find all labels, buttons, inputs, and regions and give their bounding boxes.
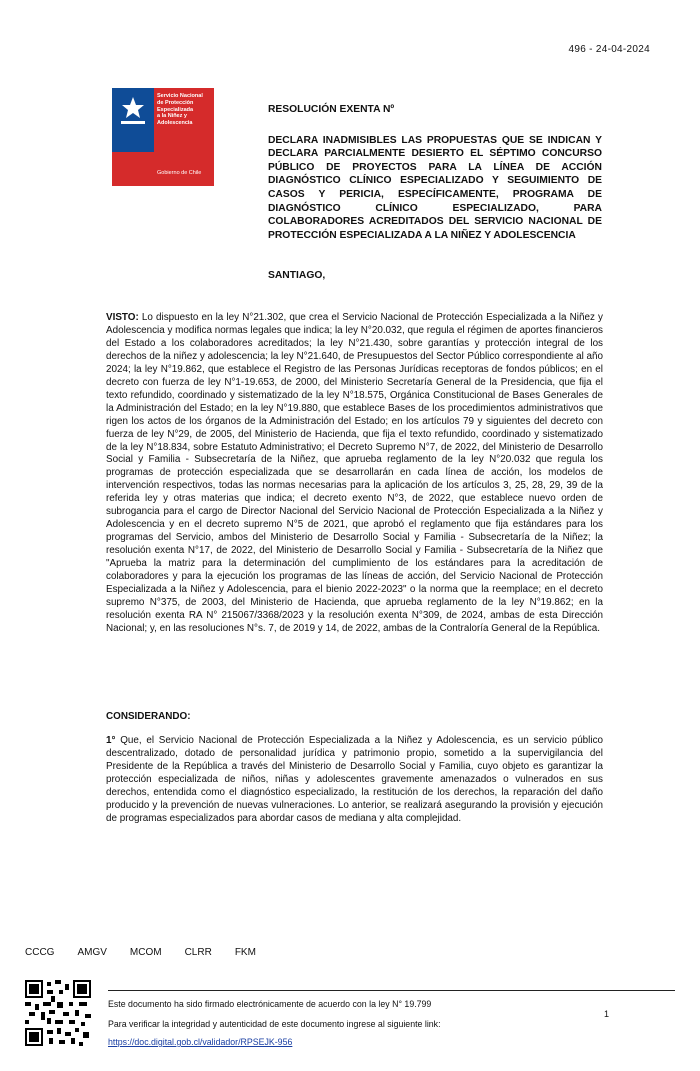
signature-notice: Este documento ha sido firmado electrónicamente de acuerdo con la ley N° 19.799 [108,999,432,1009]
page-number: 1 [604,1009,610,1019]
city-label: SANTIAGO, [268,270,326,282]
visto-section [106,312,603,636]
visto-label: VISTO: [106,312,139,323]
government-label: Gobierno de Chile [157,170,202,176]
resolution-title: RESOLUCIÓN EXENTA Nº [268,104,395,115]
initial: FKM [234,947,256,958]
initials-row [25,947,256,958]
service-name: Servicio Nacional de Protección Especializada a la Niñez y Adolescencia [157,93,203,127]
considerando-heading: CONSIDERANDO: [106,711,191,722]
verification-link[interactable]: https://doc.digital.gob.cl/validador/RPSEJK-956 [108,1037,293,1047]
verification-notice: Para verificar la integridad y autenticidad de este documento ingrese al siguiente link: [108,1019,441,1029]
resolution-subject: DECLARA INADMISIBLES LAS PROPUESTAS QUE SE INDICAN Y DECLARA PARCIALMENTE DESIERTO EL SÉPTIMO CONCURSO PÚBLICO DE PROYECTOS PARA LA LÍNEA DE ACCIÓN DIAGNÓSTICO CLÍNICO ESPECIALIZADO Y SEGUIMIENTO DE CASOS Y PERICIA, ESPECÍFICAMENTE, PROGRAMA DE DIAGNÓSTICO CLÍNICO ESPECIALIZADO, PARA COLABORADORES ACREDITADOS DEL SERVICIO NACIONAL DE PROTECCIÓN ESPECIALIZADA A LA NIÑEZ Y ADOLESCENCIA [268,134,602,241]
qr-code-icon [25,980,91,1046]
footer-divider [108,990,675,991]
coat-of-arms-icon [117,95,149,129]
visto-text: Lo dispuesto en la ley N°21.302, que crea el Servicio Nacional de Protección Especializada a la Niñez y Adolescencia y modifica normas legales que indica; la ley N°20.032, que regula el régimen de aportes financieros del Estado a los colaboradores acreditados; la ley N°21.430, sobre garantías y protección integral de los derechos de la niñez y adolescencia; la ley N°21.640, de Presupuestos del Sector Público correspondiente al año 2024; la ley N°19.862, que establece el Registro de las Personas Jurídicas receptoras de fondos públicos; en el decreto con fuerza de ley N°1-19.653, de 2000, del Ministerio Secretaría General de la Presidencia, que fija el texto refundido, coordinado y sistematizado de la ley N°18.575, Orgánica Constitucional de Bases Generales de la Administración del Estado; en la ley N°19.880, que establece Bases de los procedimientos administrativos que rigen los actos de los órganos de la Administración del Estado; en los artículos 79 y siguientes del decreto con fuerza de ley N°29, de 2005, del Ministerio de Hacienda, que fija el texto refundido, coordinado y sistematizado de la ley N°18.834, sobre Estatuto Administrativo; el Decreto Supremo N°7, de 2022, del Ministerio de Desarrollo Social y Familia - Subsecretaría de la Niñez, que aprueba reglamento de la ley N°20.032 que regula los programas de protección especializada que se desarrollarán en cada línea de acción, los modelos de intervención respectivos, todas las normas necesarias para la aplicación de los artículos 3, 25, 28, 29, 39 de la referida ley y otras materias que indica; el decreto exento N°3, de 2022, que establece nuevo orden de subrogancia para el cargo de Director Nacional del Servicio Nacional de Protección Especializada a la Niñez y Adolescencia y en el decreto supremo N°5 de 2021, que aprobó el reglamento que fija estándares para los programas del Servicio, ambos del Ministerio de Desarrollo Social y Familia - Subsecretaría de la Niñez; la resolución exenta N°17, de 2022, del Ministerio de Desarrollo Social y Familia - Subsecretaría de la Niñez que "Aprueba la matriz para la determinación del cumplimiento de los estándares para la acreditación de colaboradores y para la ejecución los programas de las líneas de acción, del Servicio Nacional de Protección Especializada a la Niñez y Adolescencia, para el bienio 2022-2023" o la norma que la reemplace; en el decreto supremo N°375, de 2003, del Ministerio de Hacienda, que aprueba reglamento de la ley N°19.862; en la resolución exenta RA N° 215067/3368/2023 y la resolución exenta N°309, de 2024, ambas de esta Dirección Nacional; y, en las resoluciones N°s. 7, de 2019 y 14, de 2022, ambas de la Contraloría General de la República. [106,312,603,634]
service-logo [112,88,214,186]
resolution-header [268,103,602,283]
initial: CLRR [184,947,212,958]
initial: MCOM [129,947,162,958]
considerando-paragraph-1 [106,735,603,826]
paragraph-number: 1° [106,735,116,746]
initial: CCCG [25,947,55,958]
initial: AMGV [77,947,107,958]
paragraph-text: Que, el Servicio Nacional de Protección Especializada a la Niñez y Adolescencia, es un servicio público descentralizado, dotado de personalidad jurídica y patrimonio propio, sometido a la supervigilancia del Presidente de la República a través del Ministerio de Desarrollo Social y Familia, cuyo objeto es garantizar la protección especializada de niños, niñas y adolescentes gravemente amenazados o vulnerados en sus derechos, entendida como el diagnóstico especializado, la restitución de los derechos, la reparación del daño producido y la prevención de nuevas vulneraciones. Lo anterior, se realizará asegurando la provisión y ejecución de programas especializados para abordar casos de mediana y alta complejidad. [106,735,603,824]
document-number-date: 496 - 24-04-2024 [568,44,650,55]
